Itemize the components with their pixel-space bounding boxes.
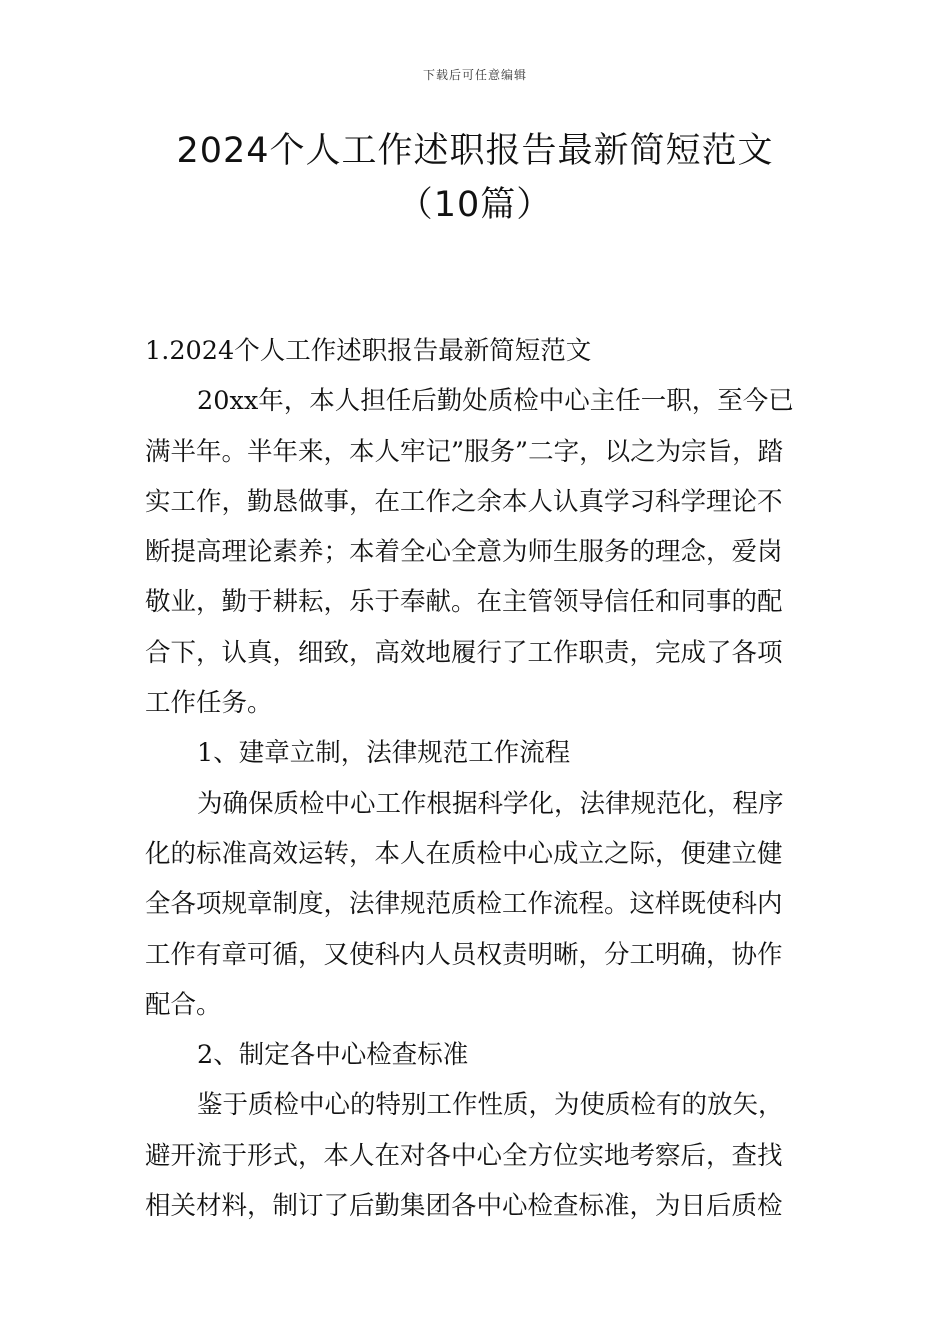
item2-heading: 2、制定各中心检查标准 [197, 1040, 469, 1071]
document-title: 2024个人工作述职报告最新简短范文（10篇） [176, 131, 774, 225]
document-body [145, 326, 807, 1231]
intro-paragraph: 20xx年，本人担任后勤处质检中心主任一职，至今已满半年。半年来，本人牢记”服务”二字，以之为宗旨，踏实工作，勤恳做事，在工作之余本人认真学习科学理论不断提高理论素养；本着全心全意为师生服务的理念，爱岗敬业，勤于耕耘，乐于奉献。在主管领导信任和同事的配合下，认真，细致，高效地履行了工作职责，完成了各项工作任务。 [145, 386, 794, 719]
section-heading: 1.2024个人工作述职报告最新简短范文 [145, 336, 592, 366]
header-note: 下载后可任意编辑 [422, 68, 527, 82]
item2-paragraph: 鉴于质检中心的特别工作性质，为使质检有的放矢，避开流于形式，本人在对各中心全方位实地考察后，查找相关材料，制订了后勤集团各中心检查标准，为日后质检 [145, 1090, 784, 1222]
item1-paragraph: 为确保质检中心工作根据科学化，法律规范化，程序化的标准高效运转，本人在质检中心成立之际，便建立健全各项规章制度，法律规范质检工作流程。这样既使科内工作有章可循，又使科内人员权责明晰，分工明确，协作配合。 [145, 788, 784, 1020]
item1-heading: 1、建章立制，法律规范工作流程 [197, 738, 571, 769]
